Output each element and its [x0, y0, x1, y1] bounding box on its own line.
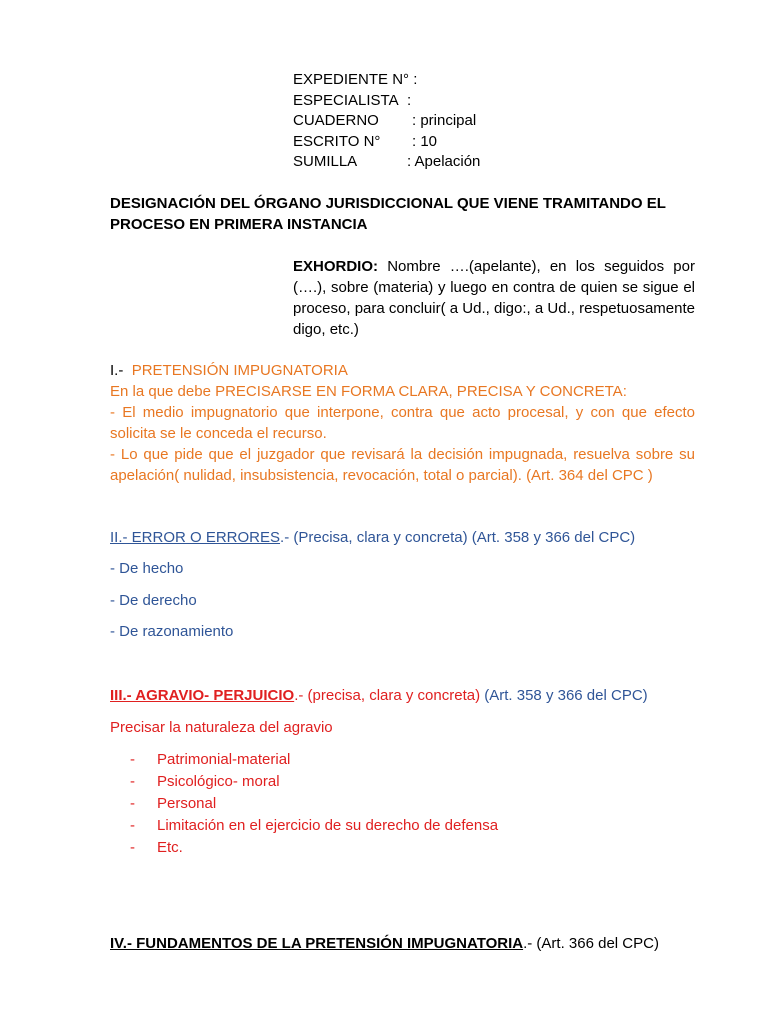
header-value: : principal	[412, 112, 477, 129]
section-pretension	[110, 360, 695, 486]
header-value: : Apelación	[407, 153, 481, 170]
section-fundamentos	[110, 933, 659, 955]
court-designation: DESIGNACIÓN DEL ÓRGANO JURISDICCIONAL QUE VIENE TRAMITANDO EL PROCESO EN PRIMERA INSTANCIA	[110, 195, 666, 233]
header-label: SUMILLA	[293, 153, 358, 170]
header-label: ESPECIALISTA	[293, 91, 399, 109]
document-page: EXPEDIENTE N° : ESPECIALISTA : CUADERNO : principal ESCRITO N° : 10 SUMILLA : Apelación DESIGNACIÓN DEL ÓRGANO JURISDICCIONAL QUE VIENE TRAMITANDO EL PROCESO EN PRIMERA INSTANCIA EXHORDIO: Nombre ….(apelante), en los seguidos por (….), sobre (materia) y luego en contra de quien se sigue el proceso, para concluir( a Ud., digo:, a Ud., respetuosamente digo, etc.) I.- PRETENSIÓN IMPUGNATORIA En la que debe PRECISARSE EN FORMA CLARA, PRECISA Y CONCRETA: - El medio impugnatorio que interpone, contra que acto procesal, y con que efecto solicita se le conceda el recurso. - Lo que pide que el juzgador que revisará la decisión impugnada, resuelva sobre su apelación( nulidad, insubsistencia, revocación, total o parcial). (Art. 364 del CPC ) II.- ERROR O ERRORES.- (Precisa, clara y concreta) (Art. 358 y 366 del CPC) - De hecho - De derecho - De razonamiento III.- AGRAVIO- PERJUICIO.- (precisa, clara y concreta) (Art. 358 y 366 del CPC) Precisar la naturaleza del agravio - Patrimonial-material - Psicológico- moral - Personal - Limitación en el ejercicio de su derecho de defensa - Etc. IV.- FUNDAMENTOS DE LA PRETENSIÓN IMPUGNATORIA.- (Art. 366 del CPC)	[0, 0, 768, 1024]
header-label: CUADERNO	[293, 112, 379, 129]
exhordio-colon: :	[373, 258, 379, 275]
section-paragraph: - Lo que pide que el juzgador que revisará la decisión impugnada, resuelva sobre su apelación( nulidad, insubsistencia, revocación, total o parcial). (Art. 364 del CPC )	[110, 446, 695, 484]
section-title-ref: (Art. 358 y 366 del CPC)	[480, 687, 648, 704]
section-paragraph: - El medio impugnatorio que interpone, contra que acto procesal, y con que efecto solicita se le conceda el recurso.	[110, 404, 695, 442]
exhordio-label: EXHORDIO	[293, 258, 374, 275]
exhordio-text: Nombre ….(apelante), en los seguidos por (….), sobre (materia) y luego en contra de quien se sigue el proceso, para concluir( a Ud., digo:, a Ud., respetuosamente digo, etc.)	[293, 258, 695, 338]
section-title-suffix: .- (Precisa, clara y concreta) (Art. 358 y 366 del CPC)	[280, 529, 636, 546]
list-item: - De derecho	[110, 592, 197, 609]
section-title-text: III.- AGRAVIO- PERJUICIO	[110, 687, 295, 704]
section-errores	[110, 527, 695, 640]
section-title	[110, 685, 648, 707]
header-label: EXPEDIENTE N° :	[293, 71, 418, 88]
exhordio-paragraph	[293, 256, 695, 340]
section-number: I.-	[110, 362, 124, 379]
section-title-text: IV.- FUNDAMENTOS DE LA PRETENSIÓN IMPUGNATORIA	[110, 935, 524, 952]
header-label: ESCRITO N°	[293, 132, 381, 150]
list-item: - De hecho	[110, 560, 184, 577]
list-item: - De razonamiento	[110, 623, 234, 640]
section-title-suffix: .- (precisa, clara y concreta)	[294, 687, 481, 704]
header-value: : 10	[412, 132, 438, 150]
section-intro: En la que debe PRECISARSE EN FORMA CLARA, PRECISA Y CONCRETA:	[110, 383, 627, 400]
header-value: :	[407, 91, 412, 109]
section-intro: Precisar la naturaleza del agravio	[110, 719, 333, 736]
section-title	[110, 527, 695, 548]
section-title-suffix: .- (Art. 366 del CPC)	[523, 935, 659, 952]
section-title-text: II.- ERROR O ERRORES	[110, 529, 281, 546]
section-title-text: PRETENSIÓN IMPUGNATORIA	[131, 362, 348, 379]
section-title	[110, 360, 695, 381]
